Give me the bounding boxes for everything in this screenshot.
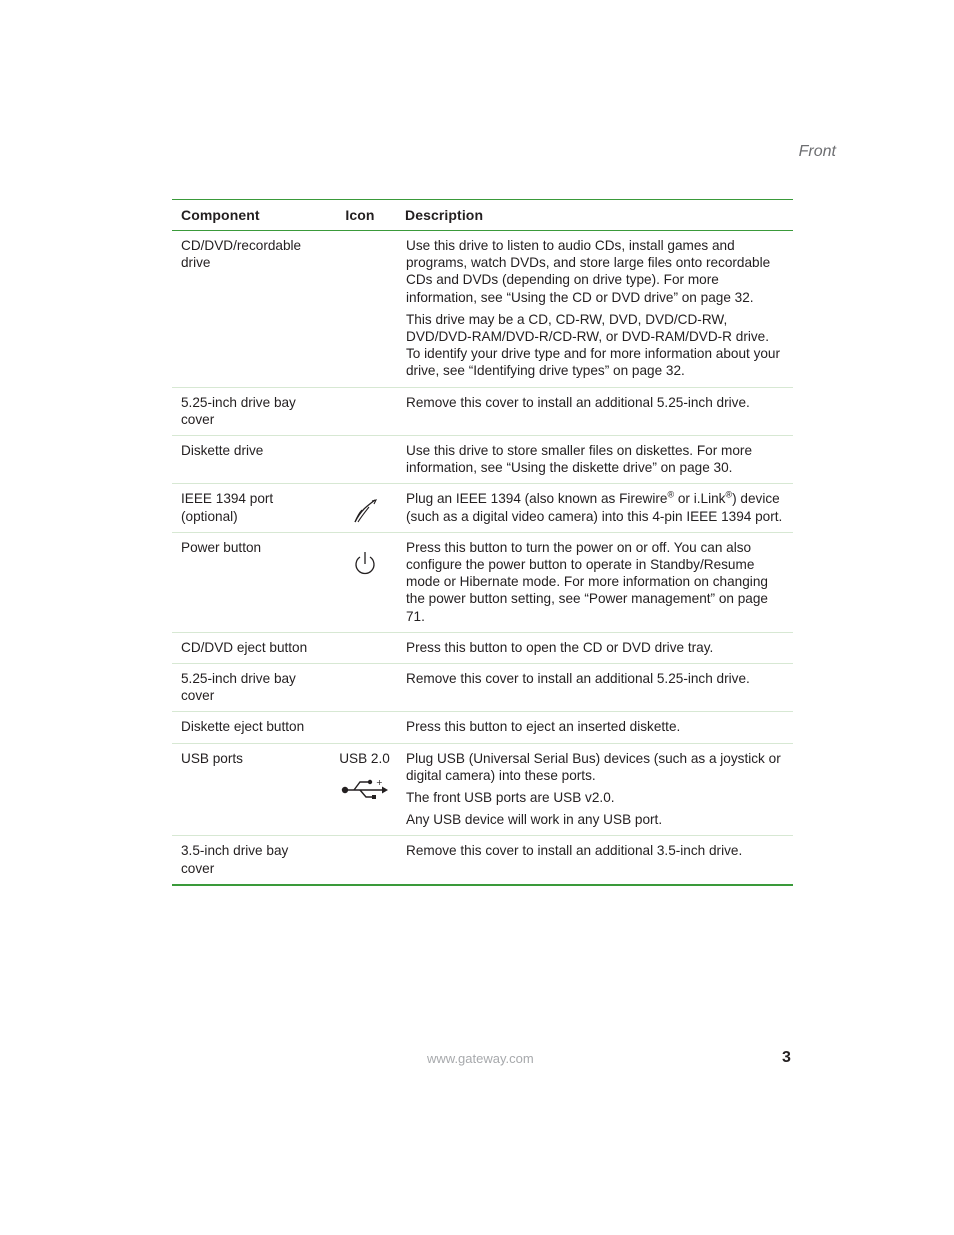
description-cell — [405, 638, 793, 656]
table-row — [172, 744, 793, 837]
component-cell: Diskette drive — [181, 443, 264, 459]
usb-version-label: USB 2.0 — [339, 750, 390, 766]
footer-url: www.gateway.com — [427, 1051, 534, 1066]
icon-cell — [324, 749, 405, 829]
description-cell — [405, 236, 793, 380]
header-component: Component — [181, 207, 260, 223]
icon-cell — [324, 717, 405, 735]
description-text: Remove this cover to install an additional 5.25-inch drive. — [406, 394, 750, 410]
description-text: Remove this cover to install an additional 5.25-inch drive. — [406, 671, 750, 687]
component-cell: 5.25-inch drive bay cover — [181, 394, 296, 427]
description-text: Use this drive to store smaller files on diskettes. For more information, see “Using the diskette drive” on page 30. — [406, 443, 753, 476]
table-row — [172, 633, 793, 664]
table-row — [172, 836, 793, 883]
icon-cell — [324, 236, 405, 380]
table-row — [172, 388, 793, 436]
table-row — [172, 712, 793, 743]
icon-cell — [324, 441, 405, 476]
description-text: Any USB device will work in any USB port. — [406, 812, 663, 828]
description-cell — [405, 538, 793, 625]
component-cell: CD/DVD/recordable drive — [181, 238, 302, 271]
description-cell — [405, 749, 793, 829]
header-icon: Icon — [345, 207, 375, 223]
table-row — [172, 664, 793, 712]
table-row — [172, 484, 793, 532]
description-text: This drive may be a CD, CD-RW, DVD, DVD/CD-RW, DVD/DVD-RAM/DVD-R/CD-RW, or DVD-RAM/DVD-R drive. To identify your drive type and for more information about your drive, see “Identifying drive types” on page 32. — [406, 311, 781, 379]
section-title: Front — [798, 143, 836, 160]
usb-icon — [341, 778, 389, 800]
description-cell — [405, 841, 793, 876]
description-text: Plug USB (Universal Serial Bus) devices (such as a joystick or digital camera) into these ports. — [406, 750, 781, 783]
icon-cell — [324, 489, 405, 524]
svg-text:+: + — [375, 777, 383, 787]
icon-cell — [324, 393, 405, 428]
description-cell — [405, 717, 793, 735]
description-text: Remove this cover to install an additional 3.5-inch drive. — [406, 843, 743, 859]
description-text: Press this button to turn the power on or off. You can also configure the power button to operate in Standby/Resume mode or Hibernate mode. For more information on changing the power button setting, see “Power management” on page 71. — [406, 539, 768, 624]
description-cell — [405, 489, 793, 524]
component-cell: Diskette eject button — [181, 719, 305, 735]
description-text: The front USB ports are USB v2.0. — [406, 790, 615, 806]
description-text: Plug an IEEE 1394 (also known as Firewire® or i.Link®) device (such as a digital video camera) into this 4-pin IEEE 1394 port. — [406, 489, 783, 524]
power-icon — [352, 550, 378, 578]
icon-cell — [324, 841, 405, 876]
component-cell: Power button — [181, 539, 262, 555]
components-table — [172, 199, 793, 886]
icon-cell — [324, 669, 405, 704]
description-cell — [405, 669, 793, 704]
description-text: Press this button to open the CD or DVD drive tray. — [406, 639, 714, 655]
description-cell — [405, 441, 793, 476]
table-row — [172, 231, 793, 388]
description-cell — [405, 393, 793, 428]
table-row — [172, 436, 793, 484]
table-row — [172, 533, 793, 633]
header-description: Description — [405, 207, 484, 223]
table-header — [172, 200, 793, 231]
component-cell: IEEE 1394 port (optional) — [181, 491, 274, 524]
icon-cell — [324, 638, 405, 656]
component-cell: 3.5-inch drive bay cover — [181, 843, 289, 876]
page-number: 3 — [782, 1049, 791, 1066]
component-cell: USB ports — [181, 750, 243, 766]
component-cell: CD/DVD eject button — [181, 639, 308, 655]
description-text: Press this button to eject an inserted diskette. — [406, 719, 681, 735]
icon-cell — [324, 538, 405, 625]
description-text: Use this drive to listen to audio CDs, install games and programs, watch DVDs, and store large files onto recordable CDs and DVDs (depending on drive type). For more information, see “Using the CD or DVD drive” on page 32. — [406, 238, 771, 305]
firewire-icon — [352, 498, 378, 524]
component-cell: 5.25-inch drive bay cover — [181, 671, 296, 704]
